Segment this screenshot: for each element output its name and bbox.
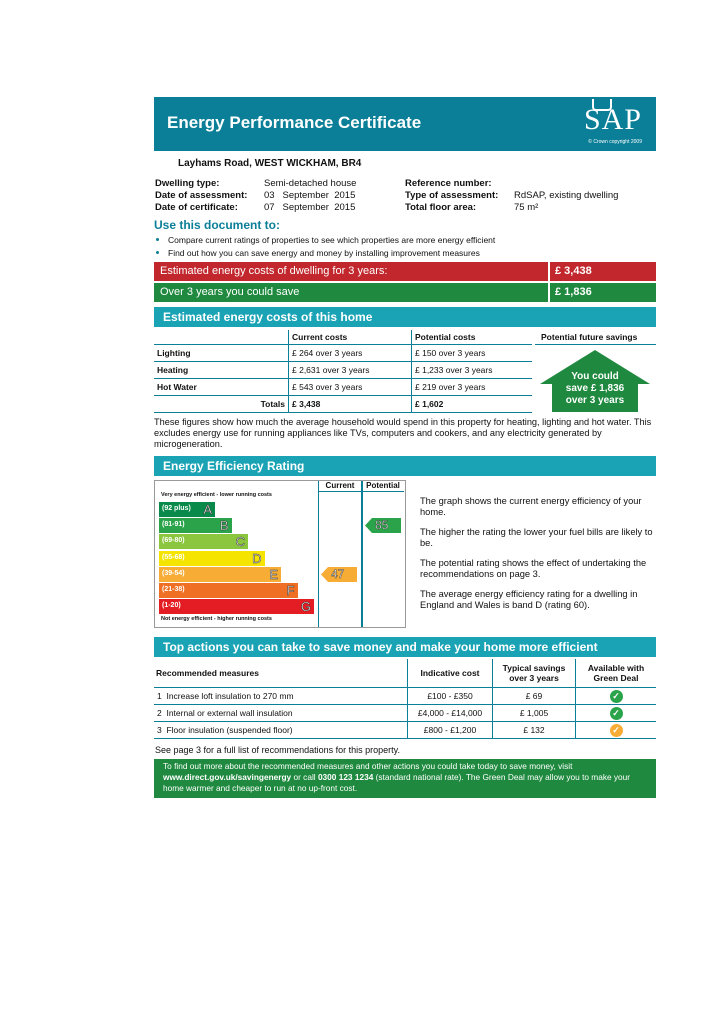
rating-band-range: (92 plus) — [162, 505, 191, 512]
costs-table — [154, 330, 532, 413]
savings-arrow-line2: save £ 1,836 — [565, 383, 625, 394]
rating-band-letter: A — [203, 502, 212, 517]
actions-table — [154, 659, 656, 739]
reference-label: Reference number: — [405, 178, 492, 189]
current-rating-marker — [321, 567, 357, 582]
rating-band-c — [159, 534, 248, 549]
rating-band-letter: C — [235, 534, 245, 550]
savings-arrow-line3: over 3 years — [565, 395, 625, 406]
green-deal-check-icon: ✓ — [610, 724, 623, 737]
savingenergy-link[interactable]: www.direct.gov.uk/savingenergy — [163, 772, 292, 782]
rating-band-letter: E — [269, 566, 278, 582]
bullet-icon — [156, 238, 159, 241]
col-potential-savings: Potential future savings — [541, 332, 638, 342]
footer-banner: To find out more about the recommended measures and other actions you could take today to save money, visit www.direct.gov.uk/savingenergy or call 0300 123 1234 (standard national rate). The Green Deal may allow you to make your home warmer and cheaper to run at no up-front cost. — [154, 759, 656, 798]
rating-band-range: (1-20) — [162, 602, 181, 610]
eer-chart — [154, 480, 406, 628]
assessment-type-value: RdSAP, existing dwelling — [514, 190, 619, 201]
table-row: Heating £ 2,631 over 3 years £ 1,233 over 3 years — [154, 362, 532, 379]
eer-section-header: Energy Efficiency Rating — [154, 456, 656, 476]
phone-number: 0300 123 1234 — [317, 772, 374, 782]
rating-band-b — [159, 518, 232, 533]
rating-band-range: (69-80) — [162, 537, 185, 545]
rating-band-f — [159, 583, 298, 598]
potential-rating-marker — [365, 518, 401, 533]
assessment-type-label: Type of assessment: — [405, 190, 499, 201]
floor-area-label: Total floor area: — [405, 202, 477, 213]
page-title: Energy Performance Certificate — [167, 113, 422, 132]
use-document-list — [154, 235, 495, 261]
actions-section-header: Top actions you can take to save money and make your home more efficient — [154, 637, 656, 657]
table-row: 1 Increase loft insulation to 270 mm £100 - £350 £ 69 ✓ — [154, 688, 656, 705]
eer-top-label: Very energy efficient - lower running costs — [161, 492, 272, 498]
col-current-costs: Current costs — [289, 330, 412, 345]
epc-banner — [154, 97, 656, 151]
dwelling-type-value: Semi-detached house — [264, 178, 357, 189]
costs-note: These figures show how much the average household would spend in this property for heating, lighting and hot water. This excludes energy use for running appliances like TVs, computers and cookers, and any electricity generated by microgeneration. — [154, 417, 652, 449]
col-green-deal: Available with Green Deal — [576, 659, 657, 688]
estimated-cost-label: Estimated energy costs of dwelling for 3 years: — [160, 265, 388, 277]
certificate-date-value: 07 September 2015 — [264, 202, 356, 213]
table-row: Lighting £ 264 over 3 years £ 150 over 3 years — [154, 345, 532, 362]
table-row: 2 Internal or external wall insulation £4,000 - £14,000 £ 1,005 ✓ — [154, 705, 656, 722]
rating-band-range: (39-54) — [162, 569, 185, 577]
table-row: 3 Floor insulation (suspended floor) £800 - £1,200 £ 132 ✓ — [154, 722, 656, 739]
rating-band-range: (81-91) — [162, 521, 185, 529]
green-deal-check-icon: ✓ — [610, 707, 623, 720]
col-typical-savings: Typical savings over 3 years — [493, 659, 576, 688]
potential-saving-value: £ 1,836 — [555, 286, 592, 298]
assessment-date-label: Date of assessment: — [155, 190, 248, 201]
col-indicative-cost: Indicative cost — [408, 659, 493, 688]
eer-bottom-label: Not energy efficient - higher running costs — [161, 616, 272, 622]
rating-band-range: (21-38) — [162, 586, 185, 593]
certificate-date-label: Date of certificate: — [155, 202, 238, 213]
col-current-rating: Current — [325, 481, 355, 490]
totals-row: Totals £ 3,438 £ 1,602 — [154, 396, 532, 413]
list-item: Compare current ratings of properties to see which properties are more energy efficient — [154, 235, 495, 245]
rating-band-letter: G — [300, 599, 311, 615]
savings-arrow-line1: You could — [571, 371, 619, 382]
potential-savings-panel — [535, 330, 656, 413]
rating-band-e — [159, 567, 281, 582]
table-row: Hot Water £ 543 over 3 years £ 219 over 3 years — [154, 379, 532, 396]
rating-band-a — [159, 502, 215, 517]
list-item: Find out how you can save energy and money by installing improvement measures — [154, 248, 495, 258]
bullet-icon — [156, 251, 159, 254]
green-deal-check-icon: ✓ — [610, 690, 623, 703]
property-address: Layhams Road, WEST WICKHAM, BR4 — [178, 158, 362, 169]
rating-band-g — [159, 599, 314, 614]
eer-explanation: The graph shows the current energy efficiency of your home. The higher the rating the lower your fuel bills are likely to be. The potential rating shows the effect of undertaking the recommendations on page 3. The average energy efficiency rating for a dwelling in England and Wales is band D (rating 60). — [420, 496, 653, 610]
rating-band-letter: F — [286, 583, 295, 598]
floor-area-value: 75 m² — [514, 202, 539, 213]
see-page-note: See page 3 for a full list of recommendations for this property. — [155, 745, 400, 755]
assessment-date-value: 03 September 2015 — [264, 190, 356, 201]
estimated-cost-value: £ 3,438 — [555, 265, 592, 277]
potential-rating-value: 85 — [375, 518, 389, 533]
rating-band-d — [159, 551, 265, 566]
logo-copyright: © Crown copyright 2009 — [588, 139, 642, 145]
potential-saving-bar — [154, 283, 656, 302]
col-potential-costs: Potential costs — [412, 330, 533, 345]
potential-saving-label: Over 3 years you could save — [160, 286, 300, 298]
estimated-cost-bar — [154, 262, 656, 281]
rating-band-letter: B — [219, 518, 229, 534]
sap-logo: SAP — [583, 103, 642, 136]
dwelling-type-label: Dwelling type: — [155, 178, 220, 189]
col-potential-rating: Potential — [366, 481, 400, 490]
rating-band-range: (55-68) — [162, 553, 185, 561]
current-rating-value: 47 — [331, 566, 345, 581]
use-document-title: Use this document to: — [154, 218, 281, 232]
rating-band-letter: D — [252, 550, 262, 566]
col-recommended-measures: Recommended measures — [154, 659, 408, 688]
costs-section-header: Estimated energy costs of this home — [154, 307, 656, 327]
